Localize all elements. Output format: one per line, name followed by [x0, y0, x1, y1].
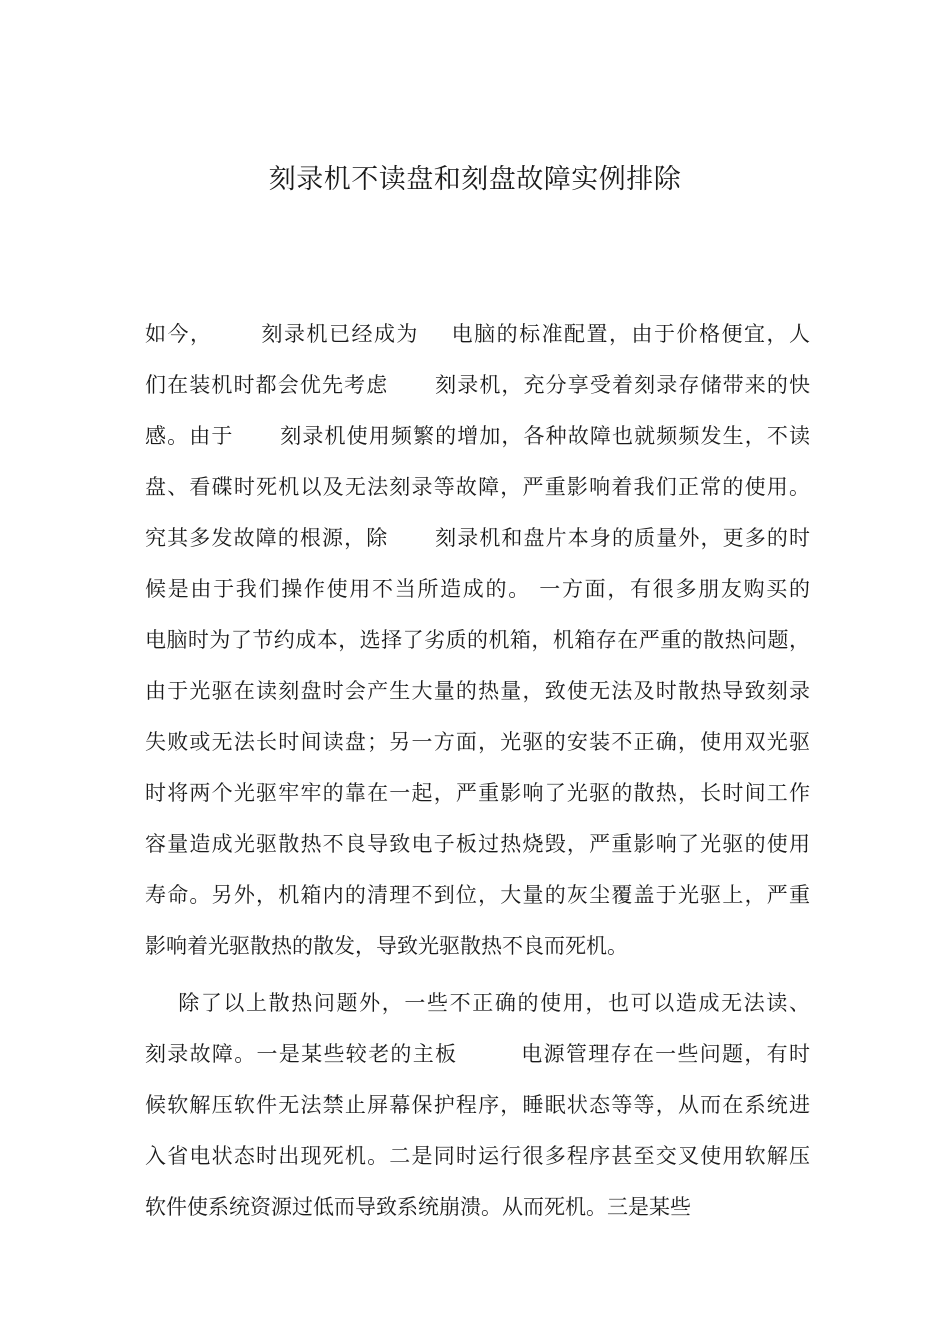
paragraph-line: 除了以上散热问题外，一些不正确的使用，也可以造成无法读、: [145, 991, 810, 1015]
paragraph-line: 入省电状态时出现死机。二是同时运行很多程序甚至交叉使用软解压: [145, 1144, 810, 1168]
paragraph-line: 电脑时为了节约成本，选择了劣质的机箱，机箱存在严重的散热问题，: [145, 628, 810, 652]
paragraph-line: 候是由于我们操作使用不当所造成的。 一方面，有很多朋友购买的: [145, 577, 810, 601]
paragraph-line: 感。由于 刻录机使用频繁的增加，各种故障也就频频发生，不读: [145, 424, 810, 448]
paragraph-line: 究其多发故障的根源，除 刻录机和盘片本身的质量外，更多的时: [145, 526, 810, 550]
paragraph-line: 容量造成光驱散热不良导致电子板过热烧毁，严重影响了光驱的使用: [145, 832, 810, 856]
paragraph-line: 寿命。另外，机箱内的清理不到位，大量的灰尘覆盖于光驱上，严重: [145, 883, 810, 907]
paragraph-line: 盘、看碟时死机以及无法刻录等故障，严重影响着我们正常的使用。: [145, 475, 810, 499]
paragraph-line: 影响着光驱散热的散发，导致光驱散热不良而死机。: [145, 934, 628, 958]
paragraph-line: 软件使系统资源过低而导致系统崩溃。从而死机。三是某些: [145, 1195, 691, 1219]
paragraph-line: 如今， 刻录机已经成为 电脑的标准配置，由于价格便宜，人: [145, 322, 810, 346]
paragraph-line: 们在装机时都会优先考虑 刻录机，充分享受着刻录存储带来的快: [145, 373, 810, 397]
paragraph-line: 候软解压软件无法禁止屏幕保护程序，睡眠状态等等，从而在系统进: [145, 1093, 810, 1117]
paragraph-line: 失败或无法长时间读盘；另一方面，光驱的安装不正确，使用双光驱: [145, 730, 810, 754]
paragraph-line: 时将两个光驱牢牢的靠在一起，严重影响了光驱的散热，长时间工作: [145, 781, 810, 805]
paragraph-line: 由于光驱在读刻盘时会产生大量的热量，致使无法及时散热导致刻录: [145, 679, 810, 703]
paragraph-1: [145, 309, 810, 972]
paragraph-2: [145, 978, 810, 1233]
paragraph-line: 刻录故障。一是某些较老的主板 电源管理存在一些问题，有时: [145, 1042, 810, 1066]
document-title: 刻录机不读盘和刻盘故障实例排除: [268, 164, 682, 195]
